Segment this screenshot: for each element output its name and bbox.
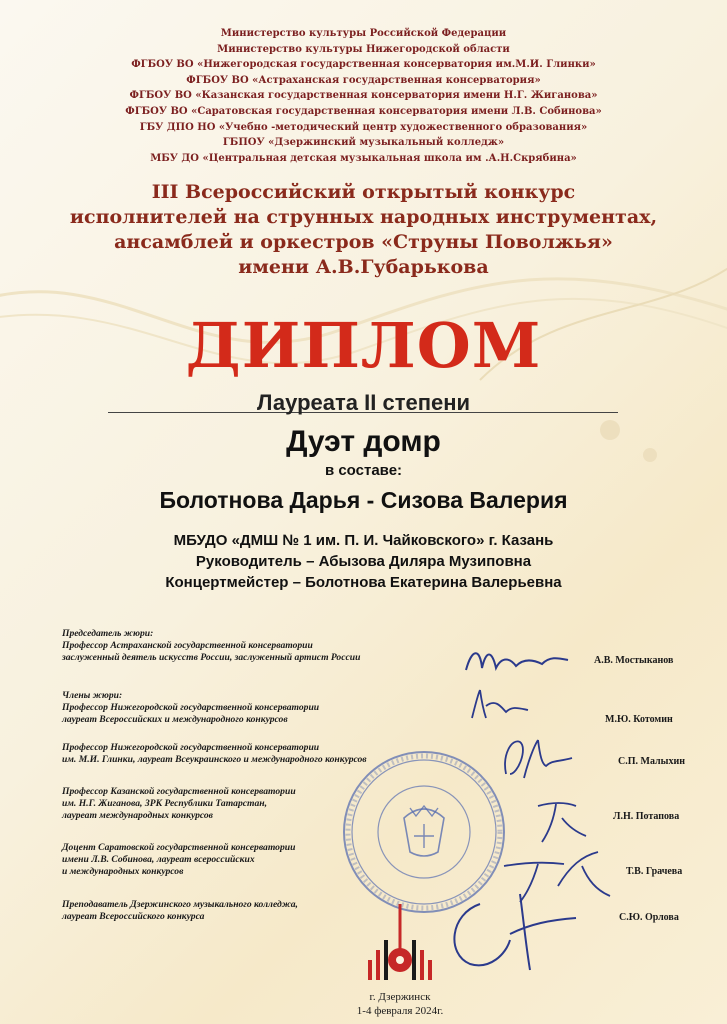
organization-line: ФГБОУ ВО «Нижегородская государственная консерватория им.М.И. Глинки» (131, 59, 596, 71)
jury-member-block (62, 842, 462, 877)
ensemble-name: Дуэт домр (286, 425, 441, 458)
signature-member (498, 846, 618, 906)
jury-line: Председатель жюри: (62, 628, 154, 639)
signature-member (466, 684, 536, 724)
organization-line: ГБУ ДПО НО «Учебно -методический центр художественного образования» (139, 121, 588, 133)
jury-member-block (62, 786, 462, 821)
accompanist-line: Концертмейстер – Болотнова Екатерина Валерьевна (165, 574, 562, 591)
jury-member-block (62, 899, 462, 923)
jury-line: Профессор Нижегородской государственной консерватории (62, 701, 320, 713)
teacher-line: Руководитель – Абызова Диляра Музиповна (195, 553, 532, 570)
jury-line: Профессор Нижегородской государственной консерватории (62, 742, 320, 753)
signature-member (532, 796, 592, 846)
jury-line: лауреат международных конкурсов (62, 809, 213, 821)
jury-line: Члены жюри: (62, 690, 123, 701)
contest-line: ансамблей и оркестров «Струны Поволжья» (114, 231, 613, 253)
jury-chair-name: А.В. Мостыканов (594, 655, 674, 666)
official-stamp (340, 748, 508, 916)
jury-member-name: Л.Н. Потапова (613, 811, 680, 822)
jury-chair-block (62, 628, 462, 663)
jury-line: Профессор Астраханской государственной консерватории (62, 639, 313, 651)
jury-member-name: М.Ю. Котомин (605, 714, 673, 725)
event-dates: 1-4 февраля 2024г. (356, 1005, 444, 1017)
contest-line: имени А.В.Губарькова (238, 256, 489, 278)
organization-line: Министерство культуры Российской Федерации (220, 28, 507, 39)
laureate-degree: Лауреата II степени (256, 390, 471, 415)
signature-chair (462, 640, 572, 680)
jury-member-block (62, 690, 462, 725)
participant-names: Болотнова Дарья - Сизова Валерия (159, 487, 568, 513)
diploma-heading: ДИПЛОМ (185, 309, 542, 382)
jury-line: Доцент Саратовской государственной консерватории (62, 842, 296, 853)
signature-member (498, 734, 578, 782)
contest-title (0, 180, 727, 280)
organization-line: ФГБОУ ВО «Саратовская государственная консерватория имени Л.В. Собинова» (125, 105, 602, 117)
organization-line: ГБПОУ «Дзержинский музыкальный колледж» (222, 137, 505, 149)
jury-line: Профессор Казанской государственной консерватории (62, 786, 296, 797)
jury-line: им. Н.Г. Жиганова, ЗРК Республики Татарстан, (62, 797, 268, 809)
organization-line: МБУ ДО «Центральная детская музыкальная школа им .А.Н.Скрябина» (150, 152, 577, 164)
organization-line: Министерство культуры Нижегородской области (217, 43, 510, 55)
organizations-list (0, 26, 727, 166)
organization-line: ФГБОУ ВО «Астраханская государственная консерватория» (186, 74, 541, 86)
jury-line: имени Л.В. Собинова, лауреат всероссийских (62, 853, 255, 865)
jury-member-name: С.П. Малыхин (618, 756, 685, 767)
composition-label: в составе: (324, 462, 403, 479)
school-info (0, 530, 727, 593)
school-name: МБУДО «ДМШ № 1 им. П. И. Чайковского» г. Казань (173, 532, 554, 549)
jury-member-block (62, 742, 462, 766)
jury-line: лауреат Всероссийских и международного конкурсов (62, 713, 288, 725)
jury-member-name: Т.В. Грачева (626, 866, 683, 877)
jury-line: Преподаватель Дзержинского музыкального колледжа, (62, 899, 298, 910)
event-city: г. Дзержинск (369, 991, 431, 1003)
jury-member-name: С.Ю. Орлова (619, 912, 679, 923)
contest-line: исполнителей на струнных народных инструментах, (69, 206, 658, 228)
event-footer (0, 990, 727, 1018)
organization-line: ФГБОУ ВО «Казанская государственная консерватория имени Н.Г. Жиганова» (129, 90, 598, 102)
jury-line: и международных конкурсов (62, 865, 184, 877)
jury-line: им. М.И. Глинки, лауреат Всеукраинского и международного конкурсов (62, 753, 367, 765)
jury-line: лауреат Всероссийского конкурса (62, 910, 205, 922)
jury-line: заслуженный деятель искусств России, заслуженный артист России (62, 651, 361, 663)
contest-line: III Всероссийский открытый конкурс (151, 181, 576, 203)
